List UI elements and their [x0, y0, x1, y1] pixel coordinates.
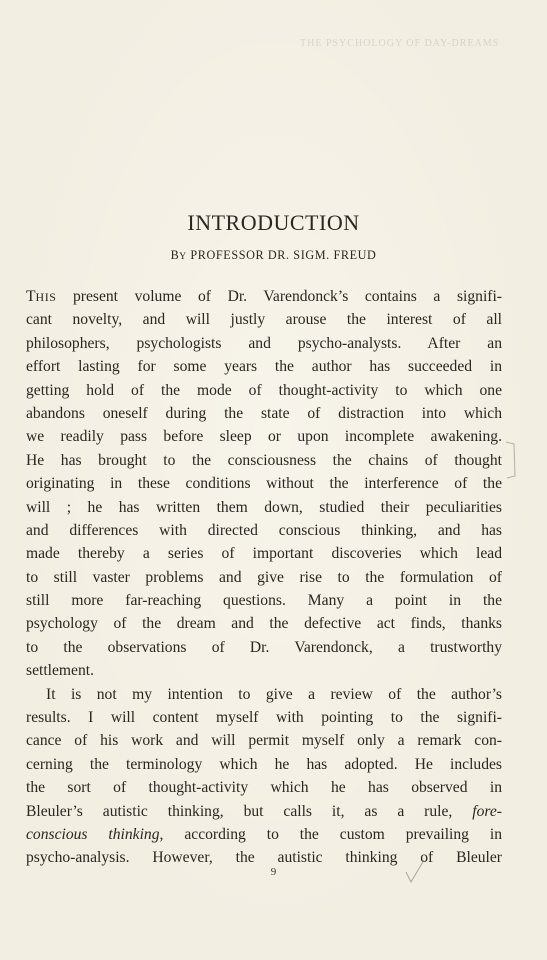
p2-italic-fore: fore- — [472, 802, 502, 820]
page-number: 9 — [270, 866, 277, 878]
p1-line-14: still more far-reaching questions. Many a point in the — [26, 592, 502, 610]
pencil-bracket-mark — [504, 440, 520, 480]
pencil-check-mark — [398, 858, 428, 888]
p1-lead-rest: HIS — [35, 290, 57, 304]
p2-italic-conscious-thinking: conscious thinking, — [26, 825, 164, 843]
p1-line-1-text: present volume of Dr. Varendonck’s contains a signifi- — [56, 288, 502, 305]
p1-line-2: cant novelty, and will justly arouse the interest of all — [26, 311, 502, 329]
p1-line-13: to still vaster problems and give rise to the formulation of — [26, 568, 502, 586]
p2-line-6 — [26, 800, 502, 823]
byline-author: PROFESSOR DR. SIGM. FREUD — [190, 248, 377, 262]
p1-line-11: and differences with directed conscious thinking, and has — [26, 521, 502, 539]
byline — [0, 248, 547, 263]
p2-line-1: It is not my intention to give a review of the author’s — [46, 685, 502, 703]
p1-lead-initial: T — [26, 288, 36, 305]
p2-line-7 — [26, 823, 502, 846]
byline-by-rest: Y — [179, 252, 187, 262]
p1-line-3: philosophers, psychologists and psycho-analysts. After an — [26, 334, 502, 352]
p2-line-8: psycho-analysis. However, the autistic thinking of Bleuler — [26, 849, 502, 867]
p2-line-4: cerning the terminology which he has adopted. He includes — [26, 755, 502, 773]
p2-line-3: cance of his work and will permit myself only a remark con- — [26, 732, 502, 750]
p1-line-4: effort lasting for some years the author has succeeded in — [26, 358, 502, 376]
p1-line-15: psychology of the dream and the defective act finds, thanks — [26, 615, 502, 633]
p2-line-7-text: according to the custom prevailing in — [163, 825, 502, 843]
p1-line-7: we readily pass before sleep or upon incomplete awakening. — [26, 428, 502, 446]
p1-line-12: made thereby a series of important discoveries which lead — [26, 545, 502, 563]
running-head-faded: THE PSYCHOLOGY OF DAY-DREAMS — [300, 38, 500, 49]
p2-line-6-text: Bleuler’s autistic thinking, but calls it, as a rule, — [26, 802, 453, 820]
p1-line-9: originating in these conditions without the interference of the — [26, 475, 502, 493]
p1-line-17: settlement. — [26, 662, 94, 680]
p1-line-10: will ; he has written them down, studied their peculiarities — [26, 498, 502, 516]
p2-line-5: the sort of thought-activity which he has observed in — [26, 779, 502, 797]
p1-line-8: He has brought to the consciousness the chains of thought — [26, 451, 502, 469]
page-title: INTRODUCTION — [187, 210, 360, 235]
p2-line-2: results. I will content myself with pointing to the signifi- — [26, 709, 502, 727]
p1-line-16: to the observations of Dr. Varendonck, a trustworthy — [26, 638, 502, 656]
body-text — [26, 285, 502, 870]
p1-line-1 — [26, 285, 502, 308]
p1-line-5: getting hold of the mode of thought-activity to which one — [26, 381, 502, 399]
byline-by-initial: B — [170, 248, 180, 262]
p1-line-6: abandons oneself during the state of distraction into which — [26, 404, 502, 422]
